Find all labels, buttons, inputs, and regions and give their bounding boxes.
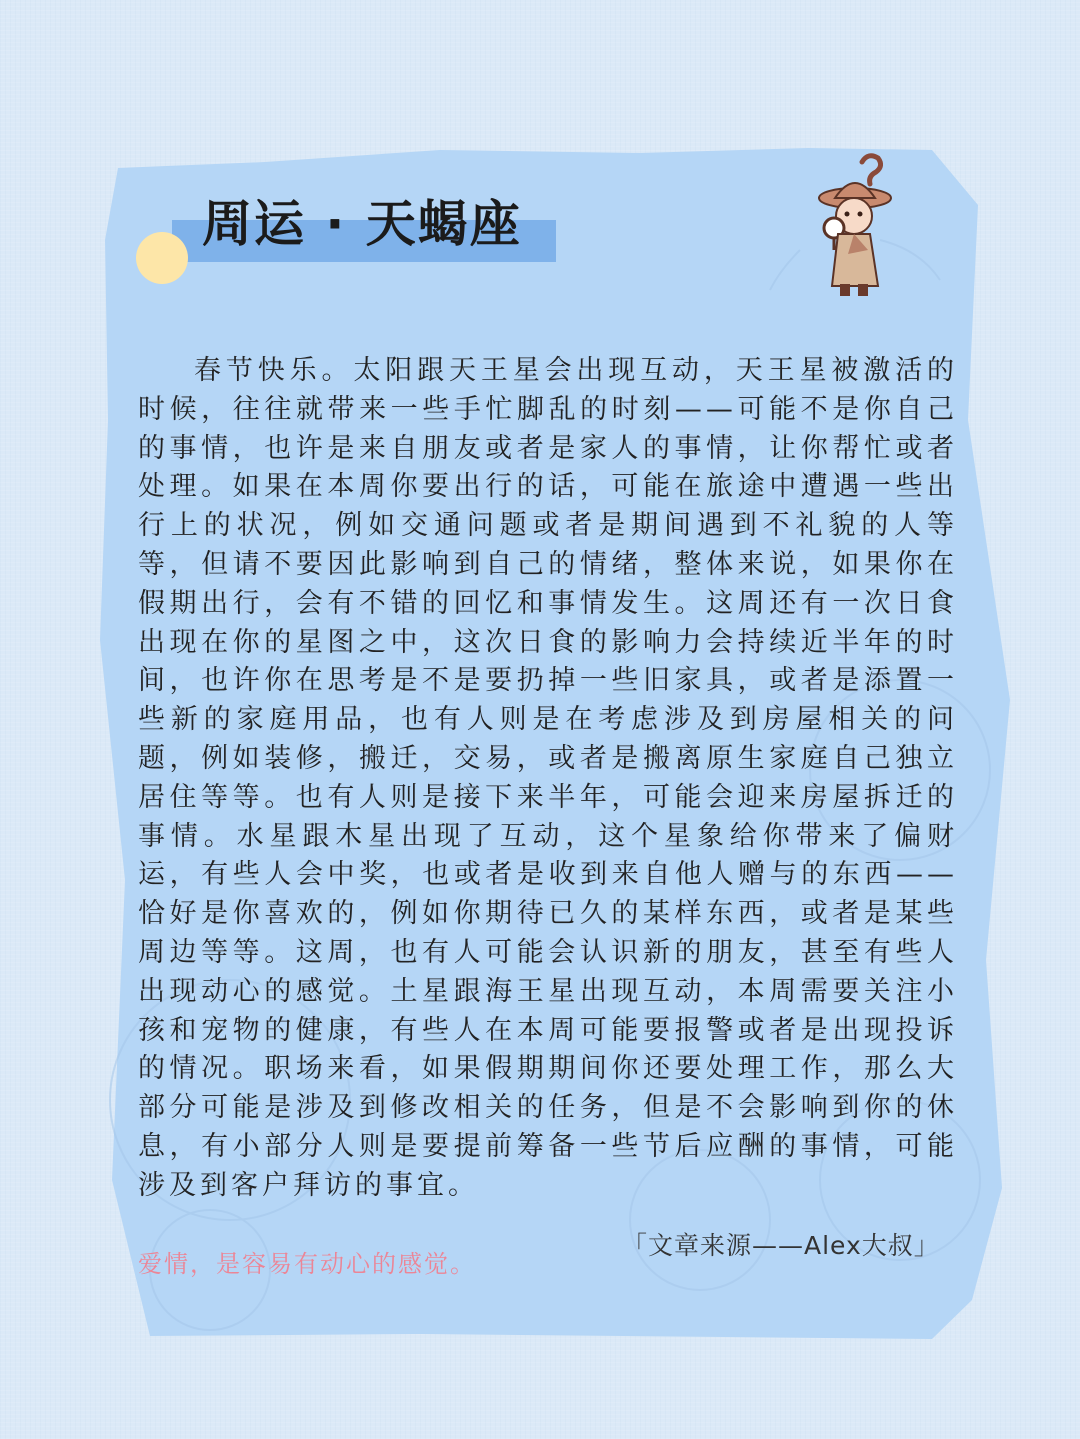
detective-scorpio-mascot-icon bbox=[800, 150, 960, 310]
title-dot-decoration bbox=[136, 232, 188, 284]
article-source: 「文章来源——Alex大叔」 bbox=[622, 1231, 940, 1260]
love-tagline: 爱情，是容易有动心的感觉。 bbox=[138, 1250, 476, 1278]
title-block bbox=[136, 176, 566, 286]
page-title: 周运 · 天蝎座 bbox=[202, 195, 522, 253]
horoscope-body: 春节快乐。太阳跟天王星会出现互动，天王星被激活的时候，往往就带来一些手忙脚乱的时刻——可能不是你自己的事情，也许是来自朋友或者是家人的事情，让你帮忙或者处理。如果在本周你要出行的话，可能在旅途中遭遇一些出行上的状况，例如交通问题或者是期间遇到不礼貌的人等等，但请不要因此影响到自己的情绪，整体来说，如果你在假期出行，会有不错的回忆和事情发生。这周还有一次日食出现在你的星图之中，这次日食的影响力会持续近半年的时间，也许你在思考是不是要扔掉一些旧家具，或者是添置一些新的家庭用品，也有人则是在考虑涉及到房屋相关的问题，例如装修，搬迁，交易，或者是搬离原生家庭自己独立居住等等。也有人则是接下来半年，可能会迎来房屋拆迁的事情。水星跟木星出现了互动，这个星象给你带来了偏财运，有些人会中奖，也或者是收到来自他人赠与的东西——恰好是你喜欢的，例如你期待已久的某样东西，或者是某些周边等等。这周，也有人可能会认识新的朋友，甚至有些人出现动心的感觉。土星跟海王星出现互动，本周需要关注小孩和宠物的健康，有些人在本周可能要报警或者是出现投诉的情况。职场来看，如果假期期间你还要处理工作，那么大部分可能是涉及到修改相关的任务，但是不会影响到你的休息，有小部分人则是要提前筹备一些节后应酬的事情，可能涉及到客户拜访的事宜。 bbox=[138, 355, 958, 1201]
